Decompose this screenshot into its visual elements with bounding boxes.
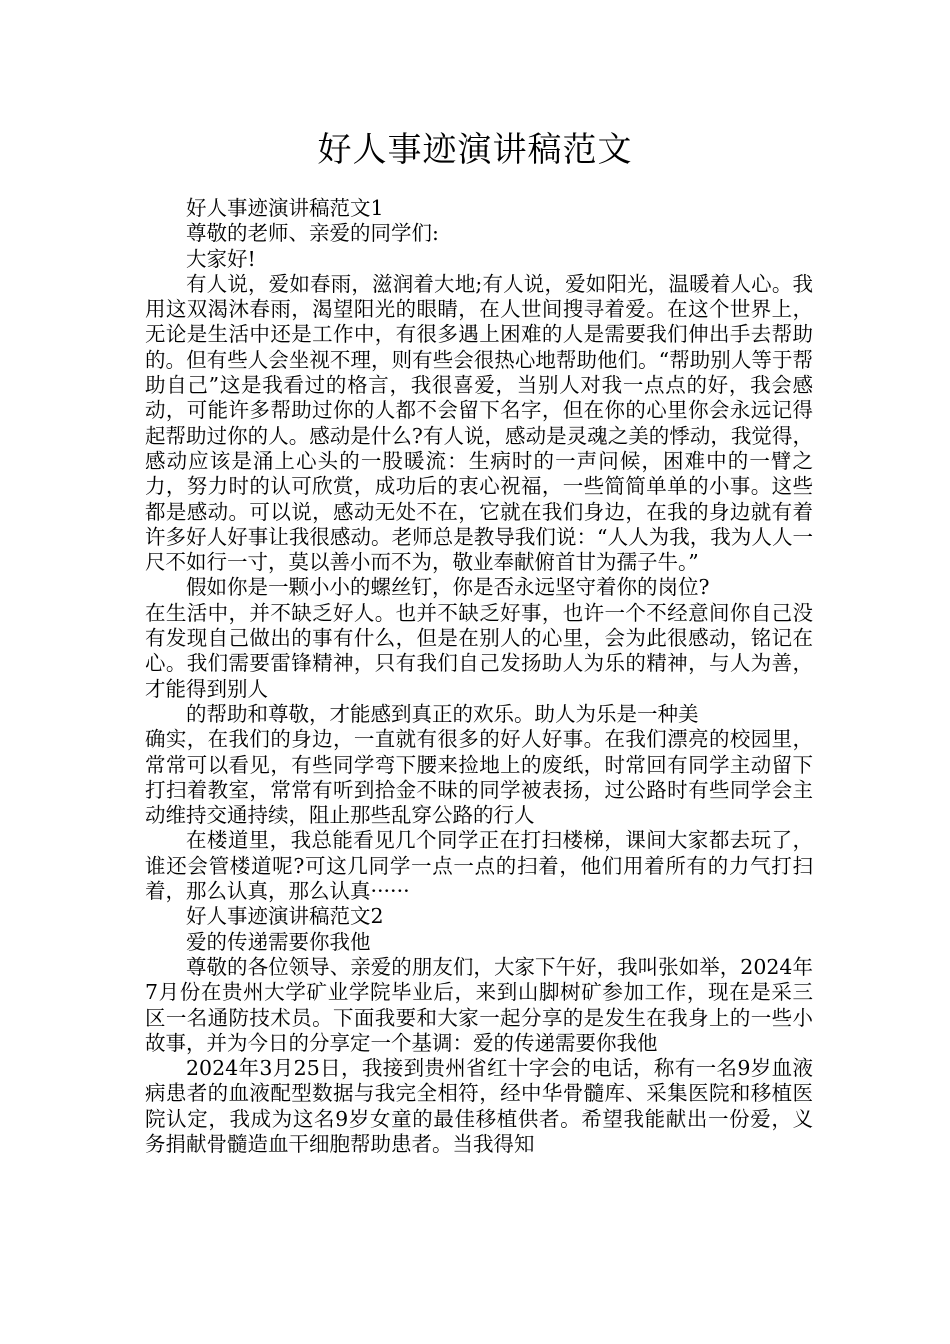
paragraph: 2024年3月25日，我接到贵州省红十字会的电话，称有一名9岁血液病患者的血液配型数据与我完全相符，经中华骨髓库、采集医院和移植医院认定，我成为这名9岁女童的最佳移植供者。希望我能献出一份爱，义务捐献骨髓造血干细胞帮助患者。当我得知 bbox=[145, 1056, 813, 1156]
section-heading: 好人事迹演讲稿范文2 bbox=[186, 904, 384, 929]
paragraph: 假如你是一颗小小的螺丝钉，你是否永远坚守着你的岗位? bbox=[186, 575, 710, 600]
document-title: 好人事迹演讲稿范文 bbox=[317, 130, 633, 170]
paragraph: 的帮助和尊敬，才能感到真正的欢乐。助人为乐是一种美 bbox=[186, 701, 699, 726]
paragraph: 确实，在我们的身边，一直就有很多的好人好事。在我们漂亮的校园里，常常可以看见，有些同学弯下腰来捡地上的废纸，时常回有同学主动留下打扫着教室，常常有听到拾金不昧的同学被表扬，过公路时有些同学会主动维持交通持续，阻止那些乱穿公路的行人 bbox=[145, 727, 813, 828]
paragraph: 有人说，爱如春雨，滋润着大地;有人说，爱如阳光，温暖着人心。我用这双渴沐春雨，渴望阳光的眼睛，在人世间搜寻着爱。在这个世界上，无论是生活中还是工作中，有很多遇上困难的人是需要我们伸出手去帮助的。但有些人会坐视不理，则有些会很热心地帮助他们。“帮助别人等于帮助自己”这是我看过的格言，我很喜爱，当别人对我一点点的好，我会感动，可能许多帮助过你的人都不会留下名字，但在你的心里你会永远记得起帮助过你的人。感动是什么?有人说，感动是灵魂之美的悸动，我觉得，感动应该是涌上心头的一股暖流：生病时的一声问候，困难中的一臂之力，努力时的认可欣赏，成功后的衷心祝福，一些简简单单的小事。这些都是感动。可以说，感动无处不在，它就在我们身边，在我的身边就有着许多好人好事让我很感动。老师总是教导我们说：“人人为我，我为人人一尺不如行一寸，莫以善小而不为，敬业奉献俯首甘为孺子牛。” bbox=[145, 271, 813, 575]
paragraph: 在生活中，并不缺乏好人。也并不缺乏好事，也许一个不经意间你自己没有发现自己做出的事有什么，但是在别人的心里，会为此很感动，铭记在心。我们需要雷锋精神，只有我们自己发扬助人为乐的精神，与人为善，才能得到别人 bbox=[145, 600, 813, 701]
paragraph: 在楼道里，我总能看见几个同学正在打扫楼梯，课间大家都去玩了，谁还会管楼道呢?可这几同学一点一点的扫着，他们用着所有的力气打扫着，那么认真，那么认真······ bbox=[145, 828, 813, 904]
document-body bbox=[145, 196, 813, 1157]
paragraph: 尊敬的各位领导、亲爱的朋友们，大家下午好，我叫张如举，2024年7月份在贵州大学矿业学院毕业后，来到山脚树矿参加工作，现在是采三区一名通防技术员。下面我要和大家一起分享的是发生在我身上的一些小故事，并为今日的分享定一个基调：爱的传递需要你我他 bbox=[145, 954, 813, 1055]
greeting: 大家好! bbox=[186, 246, 256, 271]
speech-subtitle: 爱的传递需要你我他 bbox=[186, 929, 371, 954]
salutation: 尊敬的老师、亲爱的同学们: bbox=[186, 221, 439, 246]
section-heading: 好人事迹演讲稿范文1 bbox=[186, 196, 384, 220]
